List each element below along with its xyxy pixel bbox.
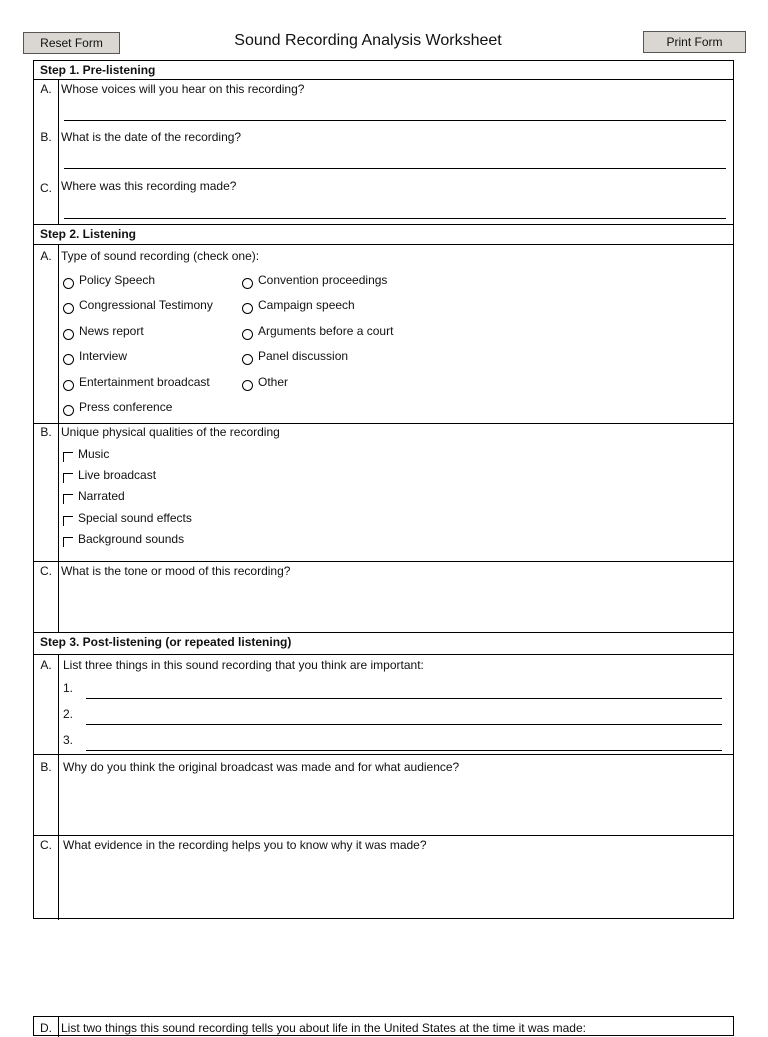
step2-b-letter: B. <box>40 425 52 439</box>
step1-a-question: Whose voices will you hear on this recording? <box>61 82 305 96</box>
radio-other[interactable] <box>242 374 288 390</box>
radio-congressional-testimony[interactable] <box>63 297 213 313</box>
checkbox-live-broadcast[interactable] <box>63 467 156 483</box>
divider <box>34 561 734 562</box>
checkbox-music[interactable] <box>63 446 109 462</box>
option-label: Other <box>258 375 289 389</box>
divider <box>34 244 734 245</box>
step3-d-box <box>33 1016 734 1036</box>
step3-b-question: Why do you think the original broadcast was made and for what audience? <box>63 760 460 774</box>
option-label: Press conference <box>79 400 173 414</box>
page-title: Sound Recording Analysis Worksheet <box>234 32 502 49</box>
step1-b-letter: B. <box>40 130 52 144</box>
letter-column-divider <box>58 654 59 920</box>
voices-answer-field[interactable] <box>64 120 726 121</box>
step3-heading: Step 3. Post-listening (or repeated listening) <box>40 635 292 649</box>
radio-button-icon <box>63 329 74 340</box>
option-label: Music <box>78 447 110 461</box>
radio-button-icon <box>242 380 253 391</box>
item-number: 1. <box>63 681 74 695</box>
checkbox-special-sound-effects[interactable] <box>63 510 192 526</box>
checkbox-narrated[interactable] <box>63 488 125 504</box>
option-label: Arguments before a court <box>258 324 394 338</box>
divider <box>34 79 734 80</box>
radio-campaign-speech[interactable] <box>242 297 355 313</box>
step3-c-letter: C. <box>40 838 52 852</box>
worksheet-form <box>33 60 734 919</box>
step1-a-letter: A. <box>40 82 52 96</box>
important-thing-1-field[interactable] <box>86 698 722 699</box>
step3-d-question: List two things this sound recording tells you about life in the United States at the time it was made: <box>61 1021 586 1035</box>
radio-button-icon <box>63 354 74 365</box>
print-form-button[interactable]: Print Form <box>643 31 746 53</box>
option-label: News report <box>79 324 144 338</box>
step2-heading: Step 2. Listening <box>40 227 137 241</box>
option-label: Live broadcast <box>78 468 157 482</box>
option-label: Policy Speech <box>79 273 156 287</box>
radio-button-icon <box>63 278 74 289</box>
option-label: Special sound effects <box>78 511 192 525</box>
important-thing-3-field[interactable] <box>86 750 722 751</box>
step2-b-question: Unique physical qualities of the recording <box>61 425 280 439</box>
step2-a-letter: A. <box>40 249 52 263</box>
step1-c-question: Where was this recording made? <box>61 179 237 193</box>
step2-a-question: Type of sound recording (check one): <box>61 249 260 263</box>
option-label: Convention proceedings <box>258 273 388 287</box>
step3-a-letter: A. <box>40 658 52 672</box>
checkbox-icon <box>63 473 73 483</box>
radio-arguments-before-court[interactable] <box>242 323 393 339</box>
option-label: Entertainment broadcast <box>79 375 210 389</box>
radio-button-icon <box>63 303 74 314</box>
radio-button-icon <box>242 303 253 314</box>
radio-interview[interactable] <box>63 348 127 364</box>
radio-convention-proceedings[interactable] <box>242 272 387 288</box>
radio-news-report[interactable] <box>63 323 144 339</box>
radio-button-icon <box>242 329 253 340</box>
option-label: Narrated <box>78 489 125 503</box>
step1-c-letter: C. <box>40 181 52 195</box>
letter-column-divider <box>58 79 59 224</box>
radio-entertainment-broadcast[interactable] <box>63 374 210 390</box>
option-label: Campaign speech <box>258 298 355 312</box>
location-answer-field[interactable] <box>64 218 726 219</box>
letter-column-divider <box>58 244 59 632</box>
radio-button-icon <box>63 380 74 391</box>
checkbox-background-sounds[interactable] <box>63 531 184 547</box>
important-thing-2-field[interactable] <box>86 724 722 725</box>
divider <box>34 754 734 755</box>
step3-d-letter: D. <box>40 1021 52 1035</box>
step2-c-question: What is the tone or mood of this recording? <box>61 564 291 578</box>
step2-c-letter: C. <box>40 564 52 578</box>
date-answer-field[interactable] <box>64 168 726 169</box>
step1-heading: Step 1. Pre-listening <box>40 63 156 77</box>
letter-column-divider <box>58 1017 59 1037</box>
item-number: 3. <box>63 733 74 747</box>
divider <box>34 835 734 836</box>
radio-button-icon <box>242 354 253 365</box>
option-label: Congressional Testimony <box>79 298 213 312</box>
reset-form-button[interactable]: Reset Form <box>23 32 120 54</box>
checkbox-icon <box>63 537 73 547</box>
step3-a-question: List three things in this sound recording that you think are important: <box>63 658 424 672</box>
radio-button-icon <box>242 278 253 289</box>
item-number: 2. <box>63 707 74 721</box>
step3-b-letter: B. <box>40 760 52 774</box>
radio-press-conference[interactable] <box>63 399 172 415</box>
checkbox-icon <box>63 494 73 504</box>
radio-policy-speech[interactable] <box>63 272 155 288</box>
option-label: Background sounds <box>78 532 185 546</box>
radio-button-icon <box>63 405 74 416</box>
divider <box>34 654 734 655</box>
option-label: Panel discussion <box>258 349 349 363</box>
checkbox-icon <box>63 516 73 526</box>
step3-c-question: What evidence in the recording helps you to know why it was made? <box>63 838 427 852</box>
option-label: Interview <box>79 349 128 363</box>
checkbox-icon <box>63 452 73 462</box>
radio-panel-discussion[interactable] <box>242 348 348 364</box>
step1-b-question: What is the date of the recording? <box>61 130 242 144</box>
